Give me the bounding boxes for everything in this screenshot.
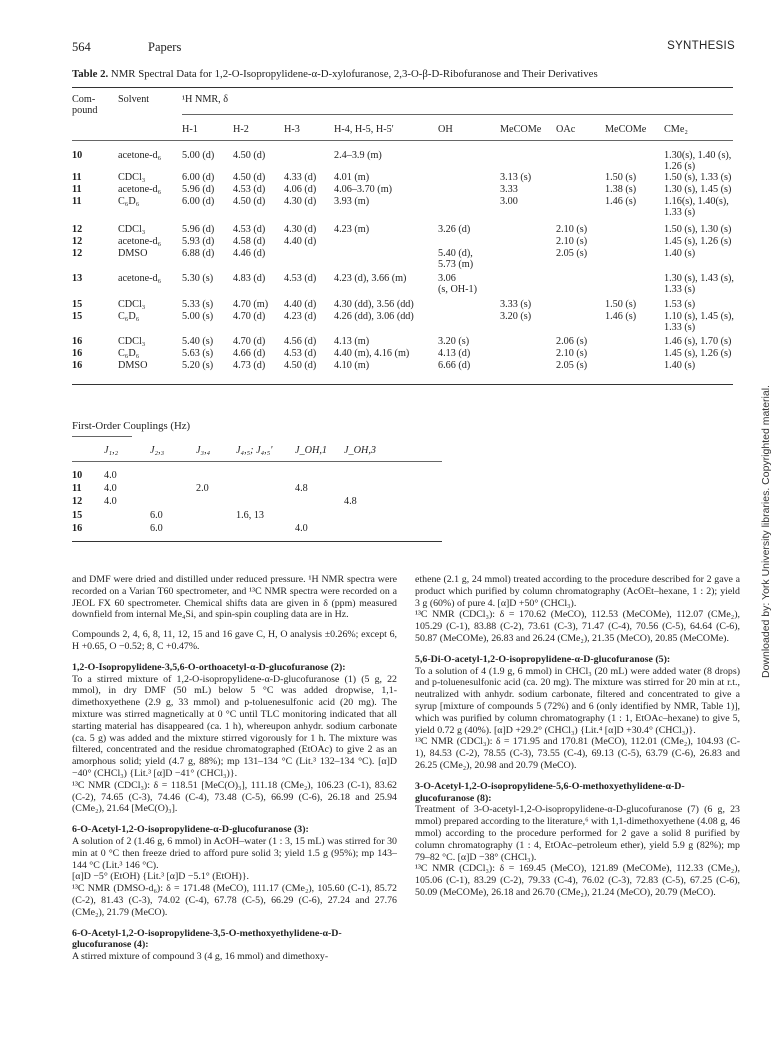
- coupling-value: 4.0: [104, 483, 117, 494]
- table-cell: 4.53 (d): [233, 184, 266, 195]
- section-heading: 6-O-Acetyl-1,2-O-isopropylidene-α-D-glucofuranose (3):: [72, 824, 309, 836]
- journal-name: SYNTHESIS: [667, 40, 735, 52]
- table-cell: 4.10 (m): [334, 360, 370, 371]
- table-cell: CDCl₃: [118, 172, 146, 183]
- table-cell: 5.33 (s): [182, 299, 214, 310]
- paragraph: ethene (2.1 g, 24 mmol) treated according to the procedure described for 2 gave a product which purified by column chromatography (AcOEt–hexane, 1 : 2); yield 3 g (60%) of pure 4. [α]D +50° (CHCl₃).: [415, 574, 740, 609]
- col-header: OAc: [556, 124, 576, 135]
- table-cell: 5.00 (s): [182, 311, 214, 322]
- table-cell: 5.40 (d), 5.73 (m): [438, 248, 474, 270]
- table-cell: 5.96 (d): [182, 184, 215, 195]
- compound-number: 10: [72, 470, 83, 481]
- download-notice: [760, 378, 776, 678]
- compound-number: 11: [72, 184, 82, 195]
- table-cell: C₆D₆: [118, 196, 140, 207]
- paragraph: A solution of 2 (1.46 g, 6 mmol) in AcOH–water (1 : 3, 15 mL) was stirred for 30 min at 0 °C then freeze dried to afford pure solid 3; yield 1.5 g (95%); mp 143–144 °C (Lit.³ 146 °C).: [72, 835, 397, 871]
- coupling-header: J₃,₄: [196, 445, 211, 456]
- table-rule: [72, 461, 442, 462]
- table-cell: CDCl₃: [118, 299, 146, 310]
- table-caption: [72, 68, 732, 80]
- table-cell: CDCl₃: [118, 336, 146, 347]
- table-cell: acetone-d₆: [118, 150, 162, 161]
- coupling-header: J_OH,1: [295, 445, 327, 456]
- compound-number: 16: [72, 348, 83, 359]
- left-column: [72, 574, 397, 963]
- paragraph: A stirred mixture of compound 3 (4 g, 16 mmol) and dimethoxy-: [72, 951, 329, 963]
- table-cell: 5.63 (s): [182, 348, 214, 359]
- compound-number: 12: [72, 236, 83, 247]
- table-cell: 4.23 (d), 3.66 (m): [334, 273, 407, 284]
- paragraph: ¹³C NMR (CDCl₃): δ = 169.45 (MeCO), 121.89 (MeCOMe), 112.33 (CMe₂), 105.06 (C-1), 83.29 (C-2), 79.33 (C-4), 76.02 (C-3), 72.83 (C-5), 67.25 (C-6), 50.09 (MeCOMe), 26.18 and 26.70 (CMe₂), 21.24 (MeCO), 20.79 (MeCO).: [415, 863, 740, 898]
- table-title: NMR Spectral Data for 1,2-O-Isopropylidene-α-D-xylofuranose, 2,3-O-β-D-Ribofuranose and Their Derivatives: [110, 68, 598, 80]
- compound-number: 16: [72, 523, 83, 534]
- coupling-header: J₁,₂: [104, 445, 119, 456]
- coupling-value: 4.8: [295, 483, 308, 494]
- table-rule: [182, 114, 733, 115]
- table-cell: 1.16(s), 1.40(s), 1.33 (s): [664, 196, 729, 218]
- table-cell: 4.40 (d): [284, 236, 317, 247]
- table-cell: 1.46 (s), 1.70 (s): [664, 336, 732, 347]
- table-cell: 5.30 (s): [182, 273, 214, 284]
- col-header: H-4, H-5, H-5': [334, 124, 394, 135]
- paragraph: Treatment of 3-O-acetyl-1,2-O-isopropylidene-α-D-glucofuranose (7) (6 g, 23 mmol) prepared according to the literature,⁶ with 1,1-dimethoxyethene (4.08 g, 46 mmol) according to the procedure performed for 2 gave a solid 8 purified by column chromatography (1 : 4, EtOAc–petroleum ether), yield 5.9 g (82%); mp 79–82 °C. [α]D −38° (CHCl₃).: [415, 804, 740, 863]
- paragraph: To a solution of 4 (1.9 g, 6 mmol) in CHCl₃ (20 mL) were added water (8 drops) and p-toluenesulfonic acid (ca. 20 mg). The mixture was stirred for 20 min at r.t., neutralized with anhydr. sodium carbonate, filtered and concentrated to give a syrup [mixture of compounds 5 (72%) and 6 (only identified by NMR, Table 1)], which was purified by column chromatography (1 : 1, EtOAc–hexane) to give 5, yield 0.72 g (40%). [α]D +29.2° (CHCl₃) {Lit.⁴ [α]D +30.4° (CHCl₃)}.: [415, 665, 740, 736]
- paragraph: ¹³C NMR (CDCl₃): δ = 171.95 and 170.81 (MeCO), 112.01 (CMe₂), 104.93 (C-1), 84.53 (C-2), 78.55 (C-3), 73.55 (C-4), 69.13 (C-5), 63.79 (C-6), 26.83 and 26.25 (CMe₂), 20.98 and 20.79 (MeCO).: [415, 736, 740, 771]
- table-cell: 3.20 (s): [438, 336, 470, 347]
- section-heading: 1,2-O-Isopropylidene-3,5,6-O-orthoacetyl-α-D-glucofuranose (2):: [72, 661, 346, 673]
- table-cell: 4.70 (d): [233, 311, 266, 322]
- coupling-header: J_OH,3: [344, 445, 376, 456]
- table-cell: acetone-d₆: [118, 273, 162, 284]
- paragraph: ¹³C NMR (CDCl₃): δ = 118.51 [MeC(O)₃], 111.18 (CMe₂), 106.23 (C-1), 83.62 (C-2), 74.65 (C-3), 74.46 (C-4), 73.48 (C-5), 66.99 (C-6), 26.18 and 25.94 (CMe₂), 21.64 [MeC(O)₃].: [72, 779, 397, 815]
- table-cell: 3.33: [500, 184, 518, 195]
- table-cell: 4.46 (d): [233, 248, 266, 259]
- table-cell: 4.30 (d): [284, 196, 317, 207]
- table-cell: 4.53 (d): [284, 273, 317, 284]
- col-header-1h-nmr: ¹H NMR, δ: [182, 94, 229, 105]
- table-cell: 3.06 (s, OH-1): [438, 273, 478, 295]
- table-cell: 1.40 (s): [664, 248, 696, 259]
- table-cell: 1.10 (s), 1.45 (s), 1.33 (s): [664, 311, 734, 333]
- table-cell: acetone-d₆: [118, 184, 162, 195]
- coupling-title: First-Order Couplings (Hz): [72, 420, 191, 432]
- table-cell: 6.00 (d): [182, 196, 215, 207]
- table-cell: 5.93 (d): [182, 236, 215, 247]
- table-cell: 4.70 (d): [233, 336, 266, 347]
- table-cell: 6.66 (d): [438, 360, 471, 371]
- table-cell: 4.13 (d): [438, 348, 471, 359]
- coupling-value: 2.0: [196, 483, 209, 494]
- download-notice-text: Downloaded by: York University libraries. Copyrighted material.: [760, 385, 772, 678]
- compound-number: 15: [72, 510, 83, 521]
- section-heading: 5,6-Di-O-acetyl-1,2-O-isopropylidene-α-D-glucofuranose (5):: [415, 653, 671, 665]
- table-cell: 4.50 (d): [233, 196, 266, 207]
- col-header-solvent: Solvent: [118, 94, 150, 105]
- table-label: Table 2.: [72, 68, 109, 80]
- table-cell: 4.70 (m): [233, 299, 269, 310]
- col-header: MeCOMe: [500, 124, 542, 135]
- compound-number: 12: [72, 248, 83, 259]
- paragraph: ¹³C NMR (DMSO-d₆): δ = 171.48 (MeCO), 111.17 (CMe₂), 105.60 (C-1), 85.72 (C-2), 81.43 (C-3), 74.02 (C-4), 67.78 (C-5), 66.29 (C-6), 27.24 and 27.76 (CMe₂), 21.79 (MeCO).: [72, 883, 397, 918]
- table-cell: DMSO: [118, 248, 148, 259]
- table-cell: 4.66 (d): [233, 348, 266, 359]
- table-cell: 3.13 (s): [500, 172, 532, 183]
- table-cell: 1.53 (s): [664, 299, 696, 310]
- table-cell: 2.10 (s): [556, 236, 588, 247]
- compound-number: 12: [72, 224, 83, 235]
- col-header-compound: Com- pound: [72, 94, 98, 116]
- coupling-value: 6.0: [150, 523, 163, 534]
- table-cell: C₆D₆: [118, 348, 140, 359]
- table-cell: 3.26 (d): [438, 224, 471, 235]
- table-cell: 2.10 (s): [556, 224, 588, 235]
- table-cell: 3.93 (m): [334, 196, 370, 207]
- section-heading: 3-O-Acetyl-1,2-O-isopropylidene-5,6-O-methoxyethylidene-α-D-glucofuranose (8):: [415, 780, 685, 804]
- compound-number: 16: [72, 336, 83, 347]
- table-cell: 6.00 (d): [182, 172, 215, 183]
- col-header: H-3: [284, 124, 300, 135]
- page-header: [72, 40, 735, 56]
- compound-number: 16: [72, 360, 83, 371]
- paragraph: ¹³C NMR (CDCl₃): δ = 170.62 (MeCO), 112.53 (MeCOMe), 112.07 (CMe₂), 105.29 (C-1), 83.88 (C-2), 73.61 (C-3), 71.47 (C-4), 70.56 (C-5), 64.64 (C-6), 50.87 (MeCOMe), 26.83 and 26.24 (CMe₂), 21.35 (MeCO), 20.85 (MeCOMe).: [415, 609, 740, 644]
- table-cell: 4.50 (d): [233, 150, 266, 161]
- table-cell: 4.30 (d): [284, 224, 317, 235]
- table-cell: 4.26 (dd), 3.06 (dd): [334, 311, 414, 322]
- compound-number: 15: [72, 311, 83, 322]
- table-cell: 1.30(s), 1.40 (s), 1.26 (s): [664, 150, 732, 172]
- table-cell: 5.20 (s): [182, 360, 214, 371]
- table-cell: 3.20 (s): [500, 311, 532, 322]
- table-cell: 1.50 (s): [605, 299, 637, 310]
- table-cell: 4.53 (d): [284, 348, 317, 359]
- col-header: MeCOMe: [605, 124, 647, 135]
- paragraph: To a stirred mixture of 1,2-O-isopropylidene-α-D-glucofuranose (1) (5 g, 22 mmol), in dry DMF (50 mL) below 5 °C was added dropwise, 1,1-dimethoxyethene (2.9 g, 33 mmol) and p-toluenesulfonic acid (20 mg). The mixture was stirred magnetically at 0 °C until TLC monitoring indicated that all starting material has disappeared (ca. 1 h), whereupon anhydr. sodium carbonate (ca. 5 g) was added and the mixture stirred vigorously for 1 h. The mixture was filtered, concentrated and the residue chromatographed (EtOAc) to give 2 as an amorphous solid; yield (4.7 g, 88%); mp 131–134 °C (Lit.³ 132–134 °C). [α]D −40° (CHCl₃) {Lit.³ [α]D −41° (CHCl₃)}.: [72, 673, 397, 779]
- table-rule: [72, 384, 733, 385]
- table-cell: 4.06 (d): [284, 184, 317, 195]
- coupling-value: 4.0: [104, 470, 117, 481]
- table-cell: 4.23 (d): [284, 311, 317, 322]
- table-cell: 1.45 (s), 1.26 (s): [664, 348, 732, 359]
- table-cell: 1.30 (s), 1.43 (s), 1.33 (s): [664, 273, 734, 295]
- coupling-value: 1.6, 13: [236, 510, 265, 521]
- table-cell: 1.30 (s), 1.45 (s): [664, 184, 732, 195]
- table-cell: 4.40 (m), 4.16 (m): [334, 348, 410, 359]
- table-cell: 4.23 (m): [334, 224, 370, 235]
- table-cell: 4.30 (dd), 3.56 (dd): [334, 299, 414, 310]
- table-cell: 2.05 (s): [556, 360, 588, 371]
- compound-number: 13: [72, 273, 83, 284]
- compound-number: 12: [72, 496, 83, 507]
- col-header: H-2: [233, 124, 249, 135]
- table-cell: 1.40 (s): [664, 360, 696, 371]
- table-cell: 5.96 (d): [182, 224, 215, 235]
- coupling-value: 4.8: [344, 496, 357, 507]
- table-cell: 4.73 (d): [233, 360, 266, 371]
- table-cell: 4.01 (m): [334, 172, 370, 183]
- table-cell: 1.38 (s): [605, 184, 637, 195]
- page-number: 564: [72, 40, 91, 54]
- table-cell: 4.50 (d): [233, 172, 266, 183]
- table-cell: 4.56 (d): [284, 336, 317, 347]
- coupling-value: 4.0: [295, 523, 308, 534]
- table-cell: 2.10 (s): [556, 348, 588, 359]
- table-rule: [72, 541, 442, 542]
- table-cell: 4.53 (d): [233, 224, 266, 235]
- col-header: H-1: [182, 124, 198, 135]
- table-cell: CDCl₃: [118, 224, 146, 235]
- table-cell: 4.33 (d): [284, 172, 317, 183]
- table-cell: 1.50 (s): [605, 172, 637, 183]
- table-cell: 5.00 (d): [182, 150, 215, 161]
- table-cell: DMSO: [118, 360, 148, 371]
- table-cell: 1.50 (s), 1.30 (s): [664, 224, 732, 235]
- coupling-header: J₄,₅; J₄,₅': [236, 445, 273, 456]
- col-header: OH: [438, 124, 453, 135]
- table-cell: 2.4–3.9 (m): [334, 150, 382, 161]
- compound-number: 11: [72, 196, 82, 207]
- table-cell: 4.13 (m): [334, 336, 370, 347]
- table-cell: 1.46 (s): [605, 196, 637, 207]
- table-cell: 6.88 (d): [182, 248, 215, 259]
- table-cell: 1.45 (s), 1.26 (s): [664, 236, 732, 247]
- right-column: [415, 574, 740, 899]
- table-cell: 4.58 (d): [233, 236, 266, 247]
- table-cell: C₆D₆: [118, 311, 140, 322]
- paragraph: and DMF were dried and distilled under reduced pressure. ¹H NMR spectra were recorded on a Varian T60 spectrometer, and ¹³C NMR spectra were recorded on a JEOL FX 60 spectrometer. Chemical shifts data are given in δ (ppm) measured downfield from internal Me₄Si, and spin-spin coupling data are in Hz.: [72, 574, 397, 621]
- table-cell: 2.05 (s): [556, 248, 588, 259]
- col-header: CMe₂: [664, 124, 688, 135]
- table-rule: [72, 436, 132, 437]
- section-heading: 6-O-Acetyl-1,2-O-isopropylidene-3,5-O-methoxyethylidene-α-D-glucofuranose (4):: [72, 927, 342, 951]
- table-cell: 5.40 (s): [182, 336, 214, 347]
- table-cell: 2.06 (s): [556, 336, 588, 347]
- table-cell: 4.83 (d): [233, 273, 266, 284]
- compound-number: 10: [72, 150, 83, 161]
- coupling-value: 6.0: [150, 510, 163, 521]
- table-cell: acetone-d₆: [118, 236, 162, 247]
- table-rule: [72, 87, 733, 88]
- coupling-header: J₂,₃: [150, 445, 165, 456]
- coupling-value: 4.0: [104, 496, 117, 507]
- table-cell: 1.46 (s): [605, 311, 637, 322]
- table-cell: 4.06–3.70 (m): [334, 184, 393, 195]
- section-label: Papers: [148, 40, 182, 54]
- table-rule: [72, 140, 733, 141]
- compound-number: 11: [72, 483, 82, 494]
- paragraph: [α]D −5° (EtOH) {Lit.³ [α]D −5.1° (EtOH)}.: [72, 871, 250, 883]
- table-cell: 1.50 (s), 1.33 (s): [664, 172, 732, 183]
- paragraph: Compounds 2, 4, 6, 8, 11, 12, 15 and 16 gave C, H, O analysis ±0.26%; except 6, H +0.65, O −0.52; 8, C +0.47%.: [72, 629, 397, 652]
- table-cell: 4.40 (d): [284, 299, 317, 310]
- table-cell: 3.33 (s): [500, 299, 532, 310]
- compound-number: 11: [72, 172, 82, 183]
- table-cell: 3.00: [500, 196, 518, 207]
- compound-number: 15: [72, 299, 83, 310]
- table-cell: 4.50 (d): [284, 360, 317, 371]
